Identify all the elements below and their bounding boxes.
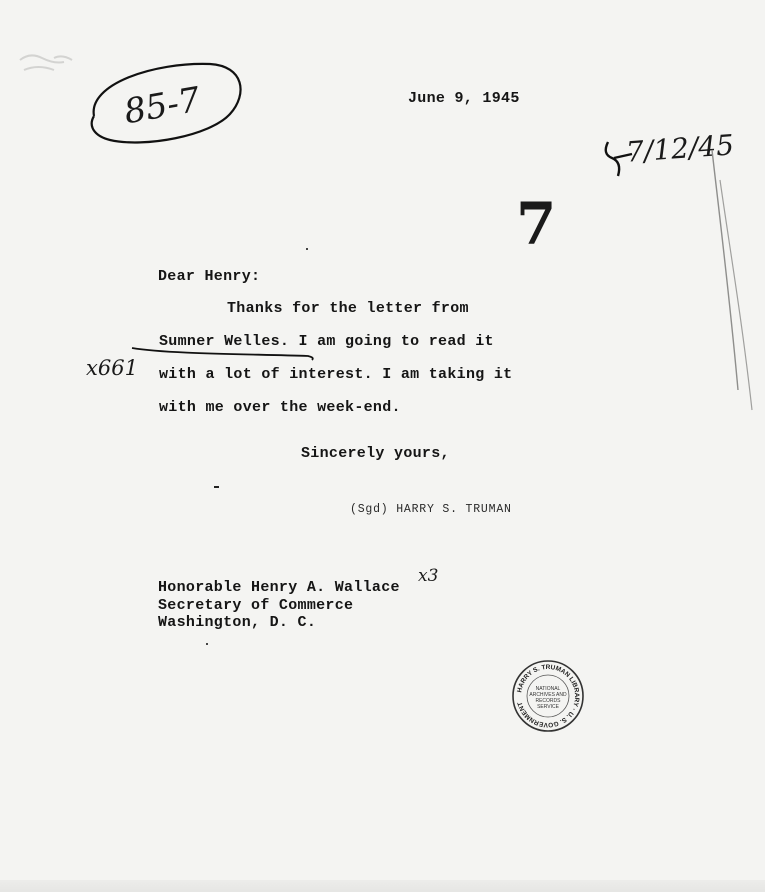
top-right-handwritten-note: 7/12/45 bbox=[624, 128, 735, 169]
recipient-mark: x3 bbox=[418, 566, 439, 586]
edge-pencil-lines bbox=[690, 140, 760, 420]
circled-file-number: 85-7 bbox=[121, 79, 204, 133]
recipient-city: Washington, D. C. bbox=[158, 614, 317, 631]
salutation: Dear Henry: bbox=[158, 268, 261, 285]
stray-dot bbox=[306, 248, 308, 250]
letter-date: June 9, 1945 bbox=[408, 90, 520, 107]
body-line-3: with a lot of interest. I am taking it bbox=[159, 366, 513, 383]
svg-text:RECORDS: RECORDS bbox=[535, 698, 561, 704]
stray-dot bbox=[206, 643, 208, 645]
body-line-1: Thanks for the letter from bbox=[227, 300, 469, 317]
recipient-name: Honorable Henry A. Wallace bbox=[158, 579, 400, 596]
recipient-title: Secretary of Commerce bbox=[158, 597, 354, 614]
body-line-2: Sumner Welles. I am going to read it bbox=[159, 333, 494, 350]
signature: (Sgd) HARRY S. TRUMAN bbox=[350, 503, 512, 516]
svg-text:NATIONAL: NATIONAL bbox=[535, 686, 561, 692]
handwritten-underline bbox=[128, 344, 318, 364]
body-line-4: with me over the week-end. bbox=[159, 399, 401, 416]
truman-library-stamp bbox=[510, 658, 586, 734]
file-mark-seven: 7 bbox=[516, 190, 557, 258]
svg-text:ARCHIVES AND: ARCHIVES AND bbox=[529, 692, 567, 698]
margin-code: x661 bbox=[86, 356, 138, 380]
top-right-initial-stroke bbox=[600, 136, 636, 180]
closing: Sincerely yours, bbox=[301, 445, 450, 462]
stray-dot bbox=[214, 486, 219, 488]
svg-text:HARRY S. TRUMAN LIBRARY · U. S: HARRY S. TRUMAN LIBRARY · U. S. GOVERNMENT bbox=[516, 663, 581, 729]
svg-text:SERVICE: SERVICE bbox=[537, 704, 559, 710]
